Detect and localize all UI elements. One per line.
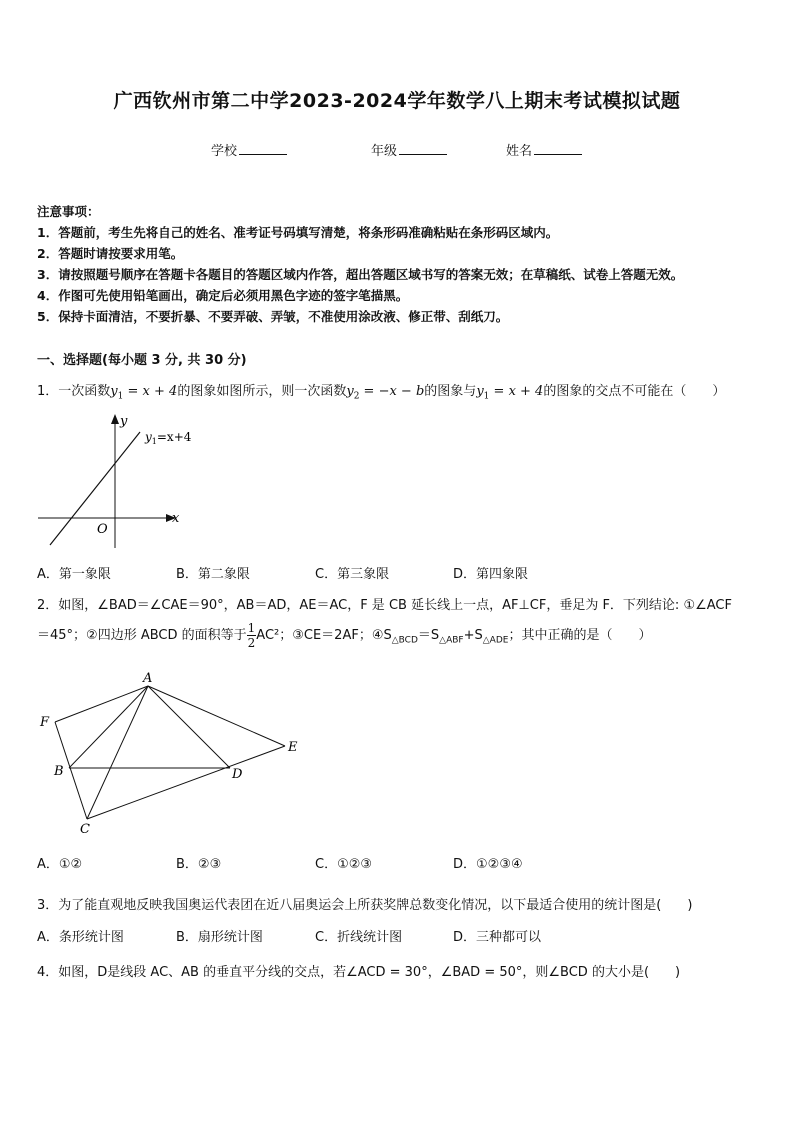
question-3-stem: 3．为了能直观地反映我国奥运代表团在近八届奥运会上所获奖牌总数变化情况，以下最适合使用的统计图是( ) xyxy=(37,898,693,913)
q1-text: 的图象与 xyxy=(424,384,477,399)
school-label: 学校 xyxy=(211,144,238,159)
grade-label: 年级 xyxy=(371,144,398,159)
x-axis-label: x xyxy=(172,511,180,526)
q2-text: ＝45°；②四边形 ABCD 的面积等于 xyxy=(37,628,247,643)
question-2-stem-cont xyxy=(37,621,651,650)
note-item: 4．作图可先使用铅笔画出，确定后必须用黑色字迹的签字笔描黑。 xyxy=(37,288,409,303)
q1-option-a[interactable]: A．第一象限 xyxy=(37,567,111,582)
point-label-a: A xyxy=(143,671,153,686)
q2-option-c[interactable]: C．①②③ xyxy=(315,857,373,872)
q1-text: 的图象的交点不可能在（ ） xyxy=(543,384,726,399)
q3-option-b[interactable]: B．扇形统计图 xyxy=(176,930,263,945)
q3-option-a[interactable]: A．条形统计图 xyxy=(37,930,124,945)
graph-line xyxy=(50,432,140,545)
point-label-e: E xyxy=(288,740,298,755)
name-label: 姓名 xyxy=(506,144,533,159)
origin-label: O xyxy=(97,522,108,537)
question-2-stem xyxy=(37,594,732,613)
page-title: 广西钦州市第二中学2023-2024学年数学八上期末考试模拟试题 xyxy=(113,90,681,112)
q2-text: ＝S xyxy=(417,628,440,643)
question-number: 1． xyxy=(37,384,59,399)
section-heading: 一、选择题(每小题 3 分, 共 30 分) xyxy=(37,353,247,368)
segment-CE xyxy=(87,746,285,819)
q1-text: 一次函数 xyxy=(58,384,111,399)
q2-text: ；其中正确的是（ ） xyxy=(508,628,652,643)
note-item: 3．请按照题号顺序在答题卡各题目的答题区域内作答，超出答题区域书写的答案无效；在草稿纸、试卷上答题无效。 xyxy=(37,267,684,282)
q3-option-c[interactable]: C．折线统计图 xyxy=(315,930,403,945)
point-label-d: D xyxy=(232,767,243,782)
q2-text: 如图，∠BAD＝∠CAE＝90°，AB＝AD，AE＝AC，F 是 CB 延长线上一点，AF⊥CF，垂足为 F．下列结论: ①∠ACF xyxy=(58,598,732,613)
y-axis-label: y xyxy=(120,414,128,429)
q1-option-c[interactable]: C．第三象限 xyxy=(315,567,390,582)
q1-option-b[interactable]: B．第二象限 xyxy=(176,567,250,582)
note-item: 2．答题时请按要求用笔。 xyxy=(37,246,184,261)
note-item: 5．保持卡面清洁，不要折暴、不要弄破、弄皱，不准使用涂改液、修正带、刮纸刀。 xyxy=(37,309,509,324)
point-label-c: C xyxy=(80,822,90,837)
q2-option-a[interactable]: A．①② xyxy=(37,857,83,872)
q2-option-d[interactable]: D．①②③④ xyxy=(453,857,523,872)
question-4-stem: 4．如图，D是线段 AC、AB 的垂直平分线的交点，若∠ACD = 30°，∠BAD = 50°，则∠BCD 的大小是( ) xyxy=(37,965,681,980)
segment-AB xyxy=(69,686,148,768)
q1-text: 的图象如图所示，则一次函数 xyxy=(177,384,347,399)
point-label-f: F xyxy=(40,715,50,730)
note-item: 1．答题前，考生先将自己的姓名、准考证号码填写清楚，将条形码准确粘贴在条形码区域内。 xyxy=(37,225,559,240)
q3-option-d[interactable]: D．三种都可以 xyxy=(453,930,542,945)
question-number: 2． xyxy=(37,598,59,613)
q2-option-b[interactable]: B．②③ xyxy=(176,857,222,872)
subscript: △BCD xyxy=(391,635,418,646)
fraction: $\frac{1}{2}$ xyxy=(247,621,256,650)
q1-formula-3: $y_1 = x + 4$ xyxy=(476,384,544,402)
y-axis-arrow xyxy=(111,414,119,424)
q1-formula-2: $y_2 = -x - b$ xyxy=(346,384,425,402)
subscript: △ADE xyxy=(482,635,509,646)
q2-text: +S xyxy=(463,628,483,643)
subscript: △ABF xyxy=(439,635,464,646)
q2-text: AC²；③CE＝2AF；④S xyxy=(256,628,392,643)
notes-heading: 注意事项： xyxy=(37,204,100,219)
q2-figure xyxy=(39,671,298,837)
line-label: $y_1=x+4$ xyxy=(145,430,192,446)
segment-AE xyxy=(148,686,285,746)
q1-formula-1: $y_1 = x + 4$ xyxy=(110,384,178,402)
point-label-b: B xyxy=(54,764,64,779)
q1-option-d[interactable]: D．第四象限 xyxy=(453,567,529,582)
segment-AD xyxy=(148,686,230,768)
